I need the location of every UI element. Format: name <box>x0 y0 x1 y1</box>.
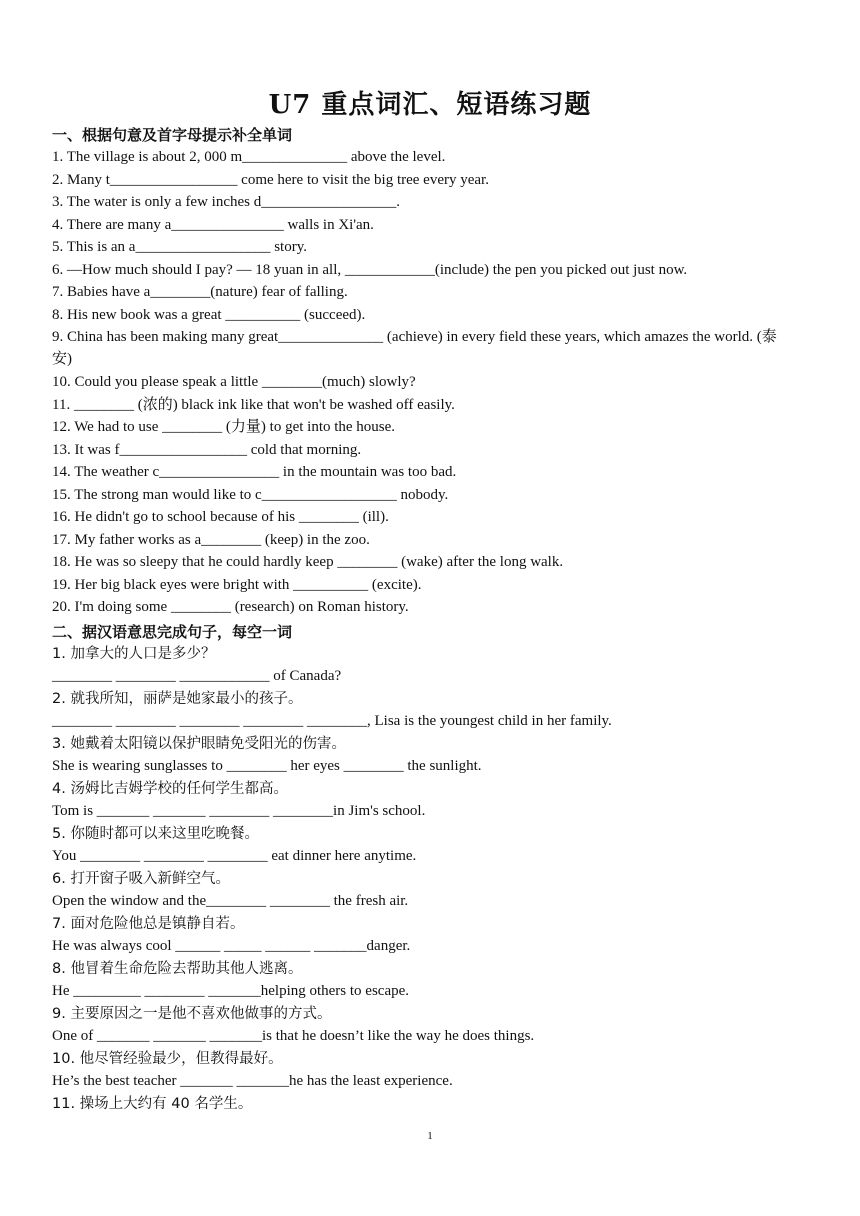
s1-item-10: 10. Could you please speak a little ________(much) slowly? <box>52 374 416 390</box>
s2-item-3-english: She is wearing sunglasses to ________ her eyes ________ the sunlight. <box>52 758 482 774</box>
s1-item-6: 6. —How much should I pay? — 18 yuan in all, ____________(include) the pen you picked out just now. <box>52 262 688 278</box>
s2-item-8-english: He _________ ________ _______helping others to escape. <box>52 983 410 999</box>
s2-item-4-chinese: 4. 汤姆比吉姆学校的任何学生都高。 <box>52 781 288 797</box>
section-2-heading: 二、据汉语意思完成句子，每空一词 <box>52 623 293 641</box>
s2-item-7-english: He was always cool ______ _____ ______ _______danger. <box>52 938 411 954</box>
s2-item-7-chinese: 7. 面对危险他总是镇静自若。 <box>52 916 245 932</box>
s2-item-9-chinese: 9. 主要原因之一是他不喜欢他做事的方式。 <box>52 1006 332 1022</box>
s1-item-20: 20. I'm doing some ________ (research) on Roman history. <box>52 599 409 615</box>
s2-item-3-chinese: 3. 她戴着太阳镜以保护眼睛免受阳光的伤害。 <box>52 736 346 752</box>
s2-item-2-english: ________ ________ ________ ________ ________, Lisa is the youngest child in her family. <box>52 713 612 729</box>
s2-item-1-english: ________ ________ ____________ of Canada? <box>52 668 342 684</box>
s1-item-11: 11. ________ (浓的) black ink like that won't be washed off easily. <box>52 397 455 413</box>
page-number: 1 <box>427 1130 433 1142</box>
s2-item-9-english: One of _______ _______ _______is that he doesn’t like the way he does things. <box>52 1028 535 1044</box>
page-title: U7 重点词汇、短语练习题 <box>268 90 592 120</box>
s1-item-7: 7. Babies have a________(nature) fear of falling. <box>52 284 348 300</box>
s1-item-2: 2. Many t_________________ come here to visit the big tree every year. <box>52 172 489 188</box>
section-1-heading: 一、根据句意及首字母提示补全单词 <box>52 126 293 144</box>
s1-item-17: 17. My father works as a________ (keep) in the zoo. <box>52 532 370 548</box>
s1-item-5: 5. This is an a__________________ story. <box>52 239 307 255</box>
s1-item-9: 9. China has been making many great______________ (achieve) in every field these years, which amazes the world. (泰安) <box>52 329 777 367</box>
s2-item-2-chinese: 2. 就我所知，丽萨是她家最小的孩子。 <box>52 691 303 707</box>
s2-item-5-chinese: 5. 你随时都可以来这里吃晚餐。 <box>52 826 259 842</box>
s1-item-19: 19. Her big black eyes were bright with __________ (excite). <box>52 577 422 593</box>
s1-item-18: 18. He was so sleepy that he could hardly keep ________ (wake) after the long walk. <box>52 554 564 570</box>
s2-item-5-english: You ________ ________ ________ eat dinner here anytime. <box>52 848 417 864</box>
s2-item-10-english: He’s the best teacher _______ _______he has the least experience. <box>52 1073 453 1089</box>
s1-item-12: 12. We had to use ________ (力量) to get into the house. <box>52 419 396 435</box>
s2-item-6-english: Open the window and the________ ________ the fresh air. <box>52 893 409 909</box>
s1-item-8: 8. His new book was a great __________ (succeed). <box>52 307 366 323</box>
s2-item-1-chinese: 1. 加拿大的人口是多少？ <box>52 646 216 662</box>
s1-item-15: 15. The strong man would like to c__________________ nobody. <box>52 487 449 503</box>
s1-item-3: 3. The water is only a few inches d__________________. <box>52 194 400 210</box>
s2-item-8-chinese: 8. 他冒着生命危险去帮助其他人逃离。 <box>52 961 303 977</box>
s2-item-11-chinese: 11. 操场上大约有 40 名学生。 <box>52 1096 253 1112</box>
s2-item-6-chinese: 6. 打开窗子吸入新鲜空气。 <box>52 871 230 887</box>
s1-item-14: 14. The weather c________________ in the mountain was too bad. <box>52 464 457 480</box>
s2-item-10-chinese: 10. 他尽管经验最少，但教得最好。 <box>52 1051 283 1067</box>
s1-item-1: 1. The village is about 2, 000 m______________ above the level. <box>52 149 446 165</box>
s2-item-4-english: Tom is _______ _______ ________ ________in Jim's school. <box>52 803 426 819</box>
s1-item-13: 13. It was f_________________ cold that morning. <box>52 442 362 458</box>
s1-item-16: 16. He didn't go to school because of his ________ (ill). <box>52 509 389 525</box>
s1-item-4: 4. There are many a_______________ walls in Xi'an. <box>52 217 374 233</box>
